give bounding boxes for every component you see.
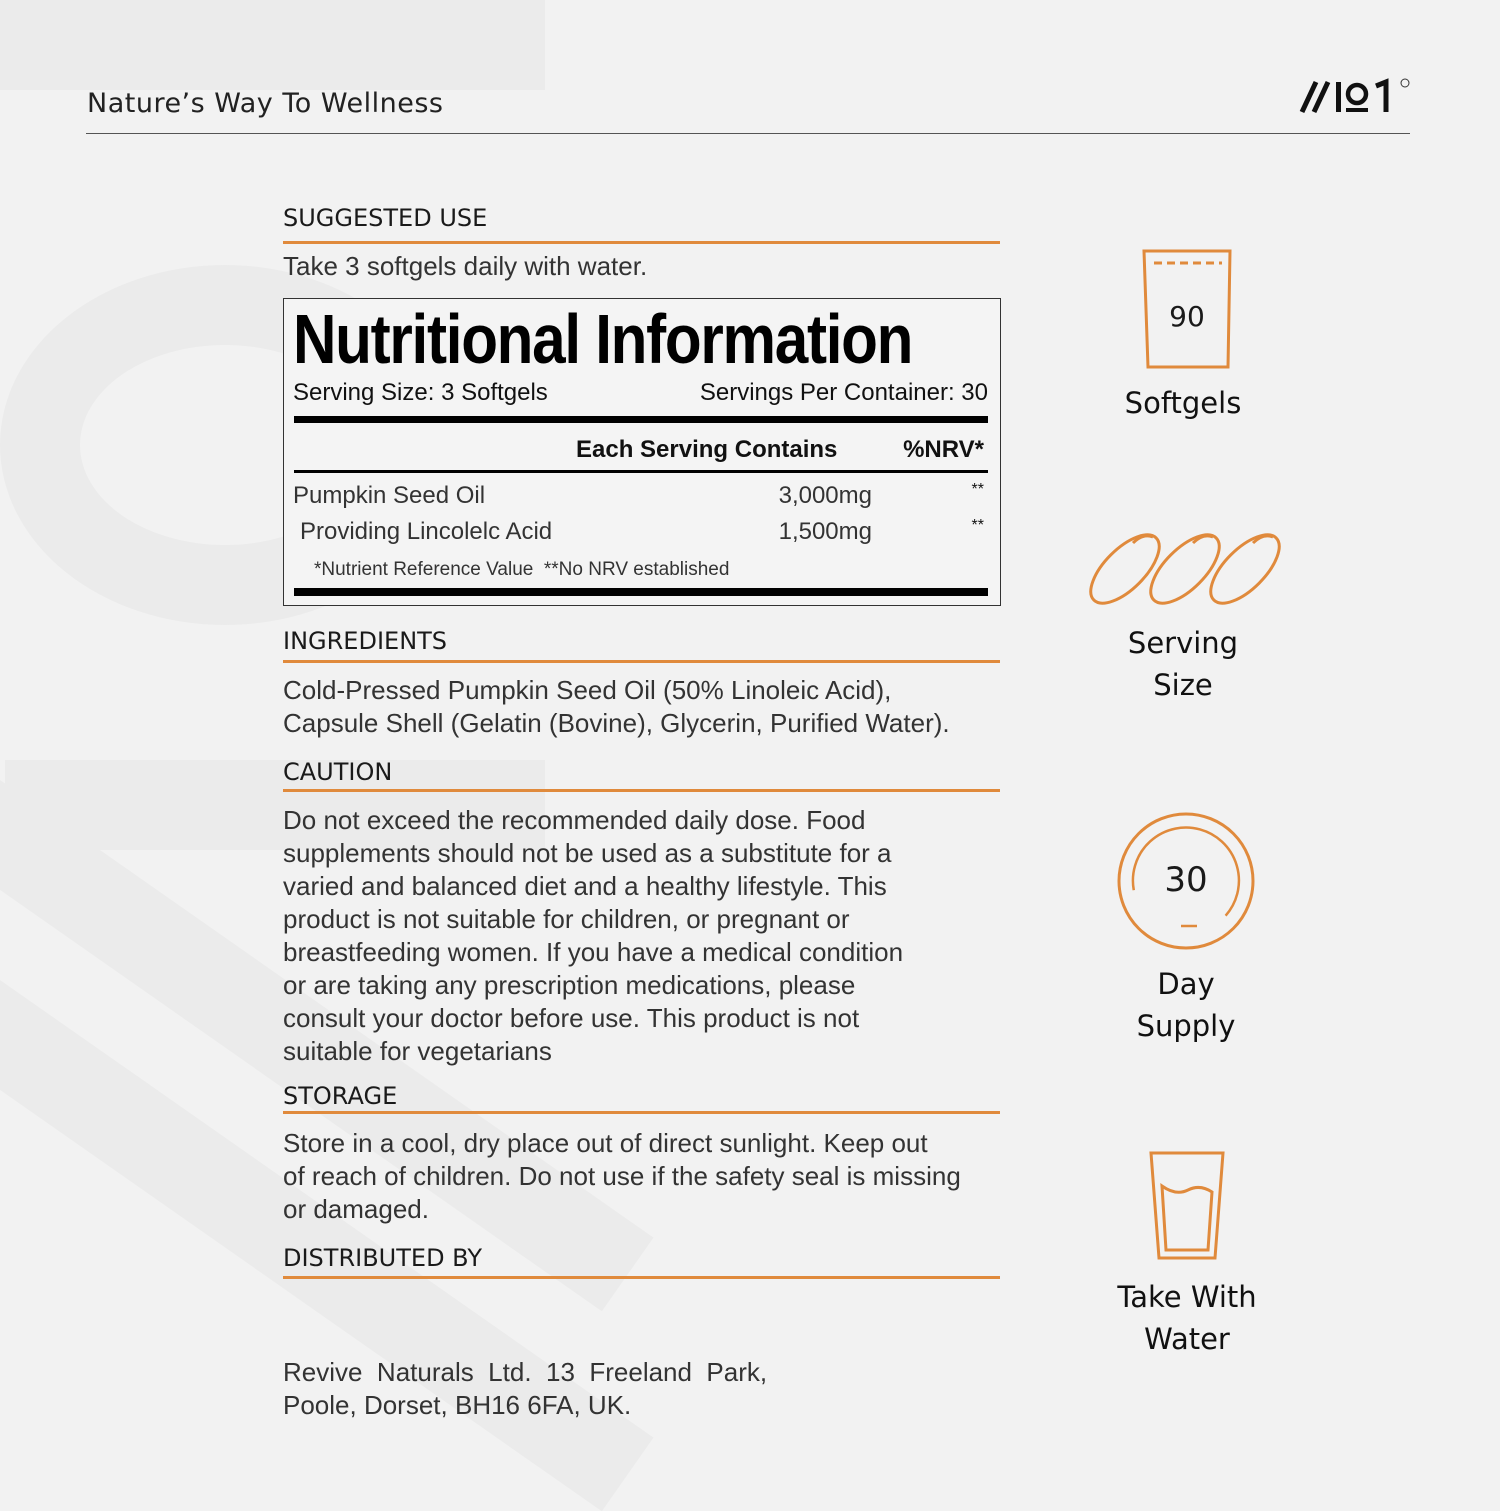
nutrient-nrv: ** (971, 481, 984, 498)
serving-size: Serving Size: 3 Softgels (293, 379, 548, 406)
storage-text: Store in a cool, dry place out of direct sunlight. Keep out of reach of children. Do not use if the safety seal is missing or damaged. (283, 1128, 961, 1224)
softgels-label: Softgels (1124, 386, 1242, 420)
col-contains: Each Serving Contains (576, 436, 838, 463)
capsules-icon (1085, 525, 1285, 613)
brand-logo (1290, 74, 1415, 118)
ingredients-heading: INGREDIENTS (283, 627, 448, 655)
take-with-water-label: Take With Water (1117, 1280, 1257, 1356)
serving-size-label: Serving Size (1127, 626, 1239, 702)
divider (294, 588, 988, 596)
suggested-use-heading: SUGGESTED USE (283, 204, 488, 232)
divider (283, 1111, 1000, 1114)
divider (283, 1276, 1000, 1279)
nutrient-amount: 1,500mg (778, 518, 872, 545)
header-divider (86, 133, 1410, 134)
nutrient-amount: 3,000mg (778, 482, 872, 509)
distributed-text: Revive Naturals Ltd. 13 Freeland Park, Poole, Dorset, BH16 6FA, UK. (283, 1357, 768, 1420)
storage-heading: STORAGE (283, 1082, 398, 1110)
footnote: *Nutrient Reference Value **No NRV established (314, 559, 730, 580)
watermark-bar (0, 0, 545, 90)
nutrition-panel (283, 298, 1001, 606)
divider (283, 789, 1000, 792)
ingredients-text: Cold-Pressed Pumpkin Seed Oil (50% Linoleic Acid), Capsule Shell (Gelatin (Bovine), Glycerin, Purified Water). (283, 675, 950, 738)
caution-heading: CAUTION (283, 758, 393, 786)
tagline: Nature’s Way To Wellness (87, 88, 444, 119)
nutrition-title: Nutritional Information (293, 300, 913, 378)
day-supply-label: Day Supply (1136, 967, 1236, 1043)
servings-per-container: Servings Per Container: 30 (699, 379, 988, 406)
col-nrv: %NRV* (903, 436, 984, 463)
nutrient-nrv: ** (971, 517, 984, 534)
nutrient-name: Providing Lincolelc Acid (300, 518, 553, 545)
suggested-use-text: Take 3 softgels daily with water. (283, 251, 648, 281)
divider (283, 241, 1000, 244)
softgel-count: 90 (1169, 300, 1205, 333)
divider (283, 660, 1000, 663)
nutrient-name: Pumpkin Seed Oil (293, 482, 486, 509)
glass-of-water-icon (1148, 1150, 1226, 1262)
divider (294, 470, 988, 473)
divider (294, 416, 988, 423)
distributed-heading: DISTRIBUTED BY (283, 1244, 482, 1272)
caution-text: Do not exceed the recommended daily dose. Food supplements should not be used as a substitute for a varied and balanced diet and a healthy lifestyle. This product is not suitable for children, or pregnant or breastfeeding women. If you have a medical condition or are taking any prescription medications, please consult your doctor before use. This product is not suitable for vegetarians (283, 805, 904, 1066)
day-count: 30 (1164, 860, 1208, 900)
